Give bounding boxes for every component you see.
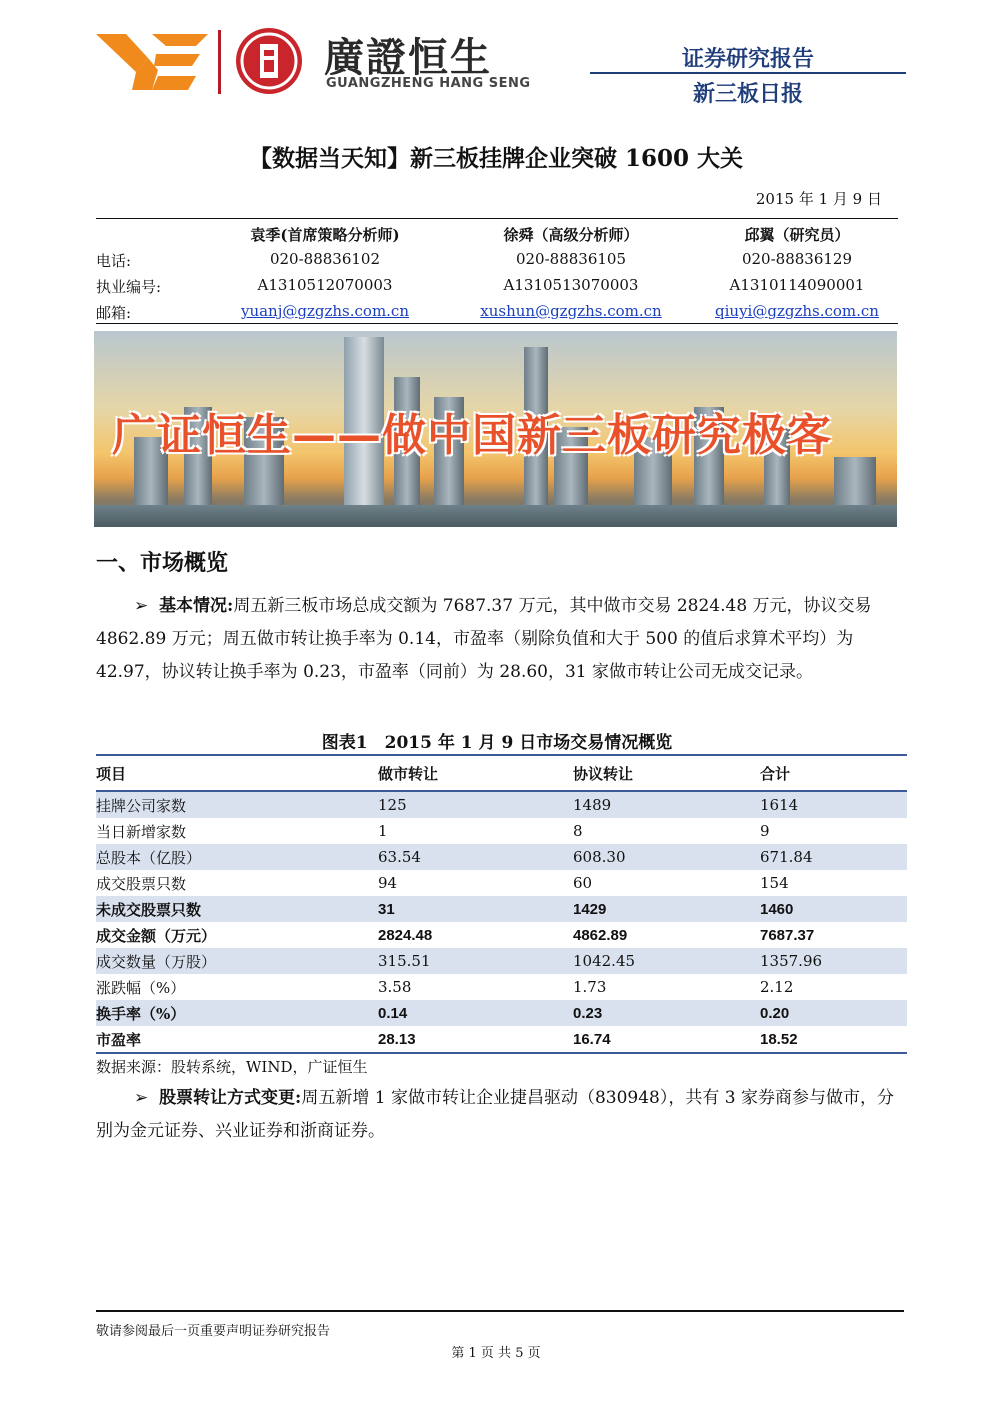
market-summary-table xyxy=(96,754,907,1054)
table-cell: 成交股票只数 xyxy=(96,874,187,893)
table-cell: 1.73 xyxy=(573,978,607,996)
analyst-phone-2: 020-88836105 xyxy=(515,250,627,268)
table-header-row xyxy=(96,755,907,791)
table-cell: 0.23 xyxy=(573,1000,760,1026)
banner-slogan: 广证恒生——做中国新三板研究极客 xyxy=(112,410,832,461)
table-cell: 成交金额（万元） xyxy=(96,926,217,945)
table-row xyxy=(96,791,907,818)
analyst-name-1: 袁季(首席策略分析师) xyxy=(250,226,400,244)
table-cell: 0.20 xyxy=(760,1000,907,1026)
section-title: 一、市场概览 xyxy=(96,550,229,576)
analyst-name-2: 徐舜（高级分析师） xyxy=(503,226,639,244)
bullet-icon: ➢ xyxy=(134,596,149,616)
table-cell: 94 xyxy=(378,874,398,892)
table-cell: 涨跌幅（%） xyxy=(96,978,186,997)
table-cell: 1357.96 xyxy=(760,948,907,974)
table-cell: 1489 xyxy=(573,791,760,818)
table-caption: 图表1 2015 年 1 月 9 日市场交易情况概览 xyxy=(321,733,673,753)
table-row xyxy=(96,922,907,948)
header-divider xyxy=(590,72,906,74)
table-cell: 成交数量（万股） xyxy=(96,948,378,974)
email-label: 邮箱: xyxy=(96,304,132,322)
table-cell: 0.14 xyxy=(378,1000,573,1026)
table-cell: 1614 xyxy=(760,791,907,818)
table-cell: 154 xyxy=(760,874,789,892)
table-cell: 125 xyxy=(378,791,573,818)
page-number: 第 1 页 共 5 页 xyxy=(451,1346,541,1361)
table-cell: 2824.48 xyxy=(378,926,433,944)
report-date: 2015 年 1 月 9 日 xyxy=(755,190,882,208)
table-cell: 315.51 xyxy=(378,948,573,974)
paragraph-basic xyxy=(96,590,898,689)
banner-image xyxy=(94,331,897,527)
license-label: 执业编号: xyxy=(96,278,162,296)
logo-divider xyxy=(218,30,221,94)
table-header: 协议转让 xyxy=(573,755,760,791)
table-cell: 1 xyxy=(378,822,388,840)
table-cell: 18.52 xyxy=(760,1026,907,1053)
analyst-phone-3: 020-88836129 xyxy=(741,250,853,268)
table-header: 做市转让 xyxy=(378,755,573,791)
footer-divider xyxy=(96,1310,904,1312)
table-cell: 换手率（%） xyxy=(96,1000,378,1026)
bullet-icon: ➢ xyxy=(134,1088,149,1108)
table-row xyxy=(96,896,907,922)
table-cell: 总股本（亿股） xyxy=(96,844,378,870)
analyst-license-1: A1310512070003 xyxy=(257,276,393,294)
analyst-email-link-2[interactable]: xushun@gzgzhs.com.cn xyxy=(480,302,662,320)
table-header: 项目 xyxy=(96,755,378,791)
logo-chinese-name: 廣證恒生 xyxy=(324,35,492,81)
table-row xyxy=(96,974,907,1000)
document-title: 【数据当天知】新三板挂牌企业突破 1600 大关 xyxy=(248,145,744,172)
table-cell: 16.74 xyxy=(573,1026,760,1053)
table-cell: 28.13 xyxy=(378,1026,573,1053)
table-row xyxy=(96,818,907,844)
table-cell: 60 xyxy=(573,874,593,892)
report-subtype: 新三板日报 xyxy=(692,82,803,107)
table-row xyxy=(96,870,907,896)
company-logo xyxy=(96,26,531,96)
table-cell: 1042.45 xyxy=(573,948,760,974)
paragraph-text: 周五新增 1 家做市转让企业捷昌驱动（830948），共有 3 家券商参与做市，分别为金元证券、兴业证券和浙商证券。 xyxy=(96,1088,894,1141)
table-cell: 8 xyxy=(573,822,583,840)
paragraph-transfer-change xyxy=(96,1082,898,1148)
table-cell: 671.84 xyxy=(760,844,907,870)
table-cell: 1429 xyxy=(573,896,760,922)
table-cell: 31 xyxy=(378,896,573,922)
table-cell: 4862.89 xyxy=(573,926,628,944)
table-cell: 当日新增家数 xyxy=(96,822,187,841)
table-row xyxy=(96,948,907,974)
table-cell: 挂牌公司家数 xyxy=(96,791,378,818)
report-type: 证券研究报告 xyxy=(681,47,814,72)
table-cell: 未成交股票只数 xyxy=(96,896,378,922)
table-cell: 市盈率 xyxy=(96,1026,378,1053)
analyst-email-link-1[interactable]: yuanj@gzgzhs.com.cn xyxy=(240,302,409,320)
table-cell: 1460 xyxy=(760,896,907,922)
analyst-name-3: 邱翼（研究员） xyxy=(744,226,850,244)
paragraph-label: 基本情况: xyxy=(159,596,234,616)
table-cell: 608.30 xyxy=(573,844,760,870)
logo-english-name: GUANGZHENG HANG SENG xyxy=(326,76,531,91)
table-row xyxy=(96,1026,907,1053)
footer-note: 敬请参阅最后一页重要声明证券研究报告 xyxy=(96,1324,331,1339)
paragraph-label: 股票转让方式变更: xyxy=(159,1088,302,1108)
table-row xyxy=(96,1000,907,1026)
ye-logo-mark-icon xyxy=(96,32,208,92)
table-row xyxy=(96,844,907,870)
table-cell: 63.54 xyxy=(378,844,573,870)
phone-label: 电话: xyxy=(96,252,132,270)
table-source: 数据来源：股转系统，WIND，广证恒生 xyxy=(96,1058,368,1076)
analyst-license-2: A1310513070003 xyxy=(503,276,639,294)
analyst-license-3: A1310114090001 xyxy=(729,276,865,294)
table-cell: 2.12 xyxy=(760,978,794,996)
paragraph-text: 周五新三板市场总成交额为 7687.37 万元，其中做市交易 2824.48 万元，协议交易 4862.89 万元；周五做市转让换手率为 0.14，市盈率（剔除负值和大于 500 的值后求算术平均）为 42.97，协议转让换手率为 0.23，市盈率（同前）为 28.60，31 家做市转让公司无成交记录。 xyxy=(96,596,872,682)
analyst-divider xyxy=(96,323,898,324)
table-header: 合计 xyxy=(760,755,907,791)
table-cell: 3.58 xyxy=(378,978,412,996)
table-cell: 9 xyxy=(760,822,770,840)
title-divider xyxy=(96,218,898,219)
table-cell: 7687.37 xyxy=(760,926,815,944)
analyst-email-link-3[interactable]: qiuyi@gzgzhs.com.cn xyxy=(715,302,879,320)
seal-icon xyxy=(236,28,302,94)
analyst-phone-1: 020-88836102 xyxy=(269,250,381,268)
